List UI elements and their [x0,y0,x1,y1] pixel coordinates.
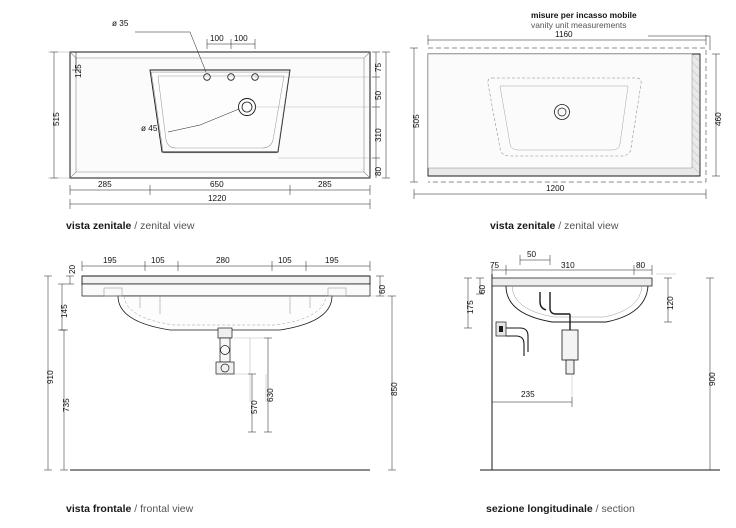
dim-top-offset: 125 [74,64,83,78]
dim-bottom-right: 285 [318,180,332,189]
caption-section-main: sezione longitudinale [486,503,593,515]
dim-bottom-total: 1220 [208,194,227,203]
dim-right-460: 460 [714,112,723,126]
section-drawing [420,252,730,502]
dim-section-75: 75 [490,261,500,270]
caption-zenital-right-main: vista zenitale [490,220,556,232]
dim-spacing-left: 100 [210,34,224,43]
caption-zenital-right-sep: / [555,220,565,232]
dim-frontal-195-left: 195 [103,256,117,265]
dim-frontal-195-right: 195 [325,256,339,265]
caption-zenital-left-main: vista zenitale [66,220,132,232]
dim-section-175: 175 [466,300,475,314]
dim-right-310: 310 [374,128,383,142]
dim-left-505: 505 [412,114,421,128]
caption-zenital-right-alt: zenital view [564,220,619,232]
dim-bottom-total-1200: 1200 [546,184,565,193]
view-zenital-left [40,8,383,223]
dim-frontal-105-left: 105 [151,256,165,265]
note-line1: misure per incasso mobile [531,10,637,20]
caption-section [486,503,635,515]
caption-frontal-alt: frontal view [140,503,194,515]
dim-right-75: 75 [374,62,383,72]
caption-zenital-left [66,220,194,232]
view-frontal [40,252,399,502]
frontal-drawing [40,252,380,502]
zenital-right-drawing [400,8,730,223]
note-line2: vanity unit measurements [531,20,627,30]
caption-frontal [66,503,193,515]
caption-zenital-right [490,220,618,232]
caption-zenital-left-sep: / [131,220,141,232]
caption-section-alt: section [601,503,635,515]
dim-frontal-20: 20 [68,264,77,274]
dim-total-depth: 515 [52,112,61,126]
dim-section-80: 80 [636,261,646,270]
caption-zenital-left-alt: zenital view [140,220,195,232]
dim-frontal-570: 570 [250,400,259,414]
dim-spacing-right: 100 [234,34,248,43]
view-zenital-right [400,8,730,223]
dim-frontal-850: 850 [390,382,399,396]
dim-frontal-60: 60 [378,284,387,294]
dim-right-50: 50 [374,90,383,100]
dim-section-310: 310 [561,261,575,270]
note-vanity-measurements [531,10,637,30]
dim-top-total-1160: 1160 [555,30,573,39]
dim-section-900: 900 [708,372,717,386]
dim-frontal-280: 280 [216,256,230,265]
caption-frontal-sep: / [131,503,141,515]
caption-section-sep: / [592,503,602,515]
dim-frontal-145: 145 [60,304,69,318]
dim-section-235: 235 [521,390,535,399]
dim-bottom-mid: 650 [210,180,224,189]
dim-section-60: 60 [478,284,487,294]
dim-section-120: 120 [666,296,675,310]
dim-right-80: 80 [374,166,383,176]
dim-frontal-630: 630 [266,388,275,402]
dim-frontal-105-right: 105 [278,256,292,265]
dim-hole-dia: ø 35 [112,19,129,28]
dim-frontal-910: 910 [46,370,55,384]
dim-section-50: 50 [527,250,537,259]
dim-frontal-735: 735 [62,398,71,412]
dim-drain-dia: ø 45 [141,124,158,133]
dim-bottom-left: 285 [98,180,112,189]
caption-frontal-main: vista frontale [66,503,132,515]
view-section [420,252,730,502]
